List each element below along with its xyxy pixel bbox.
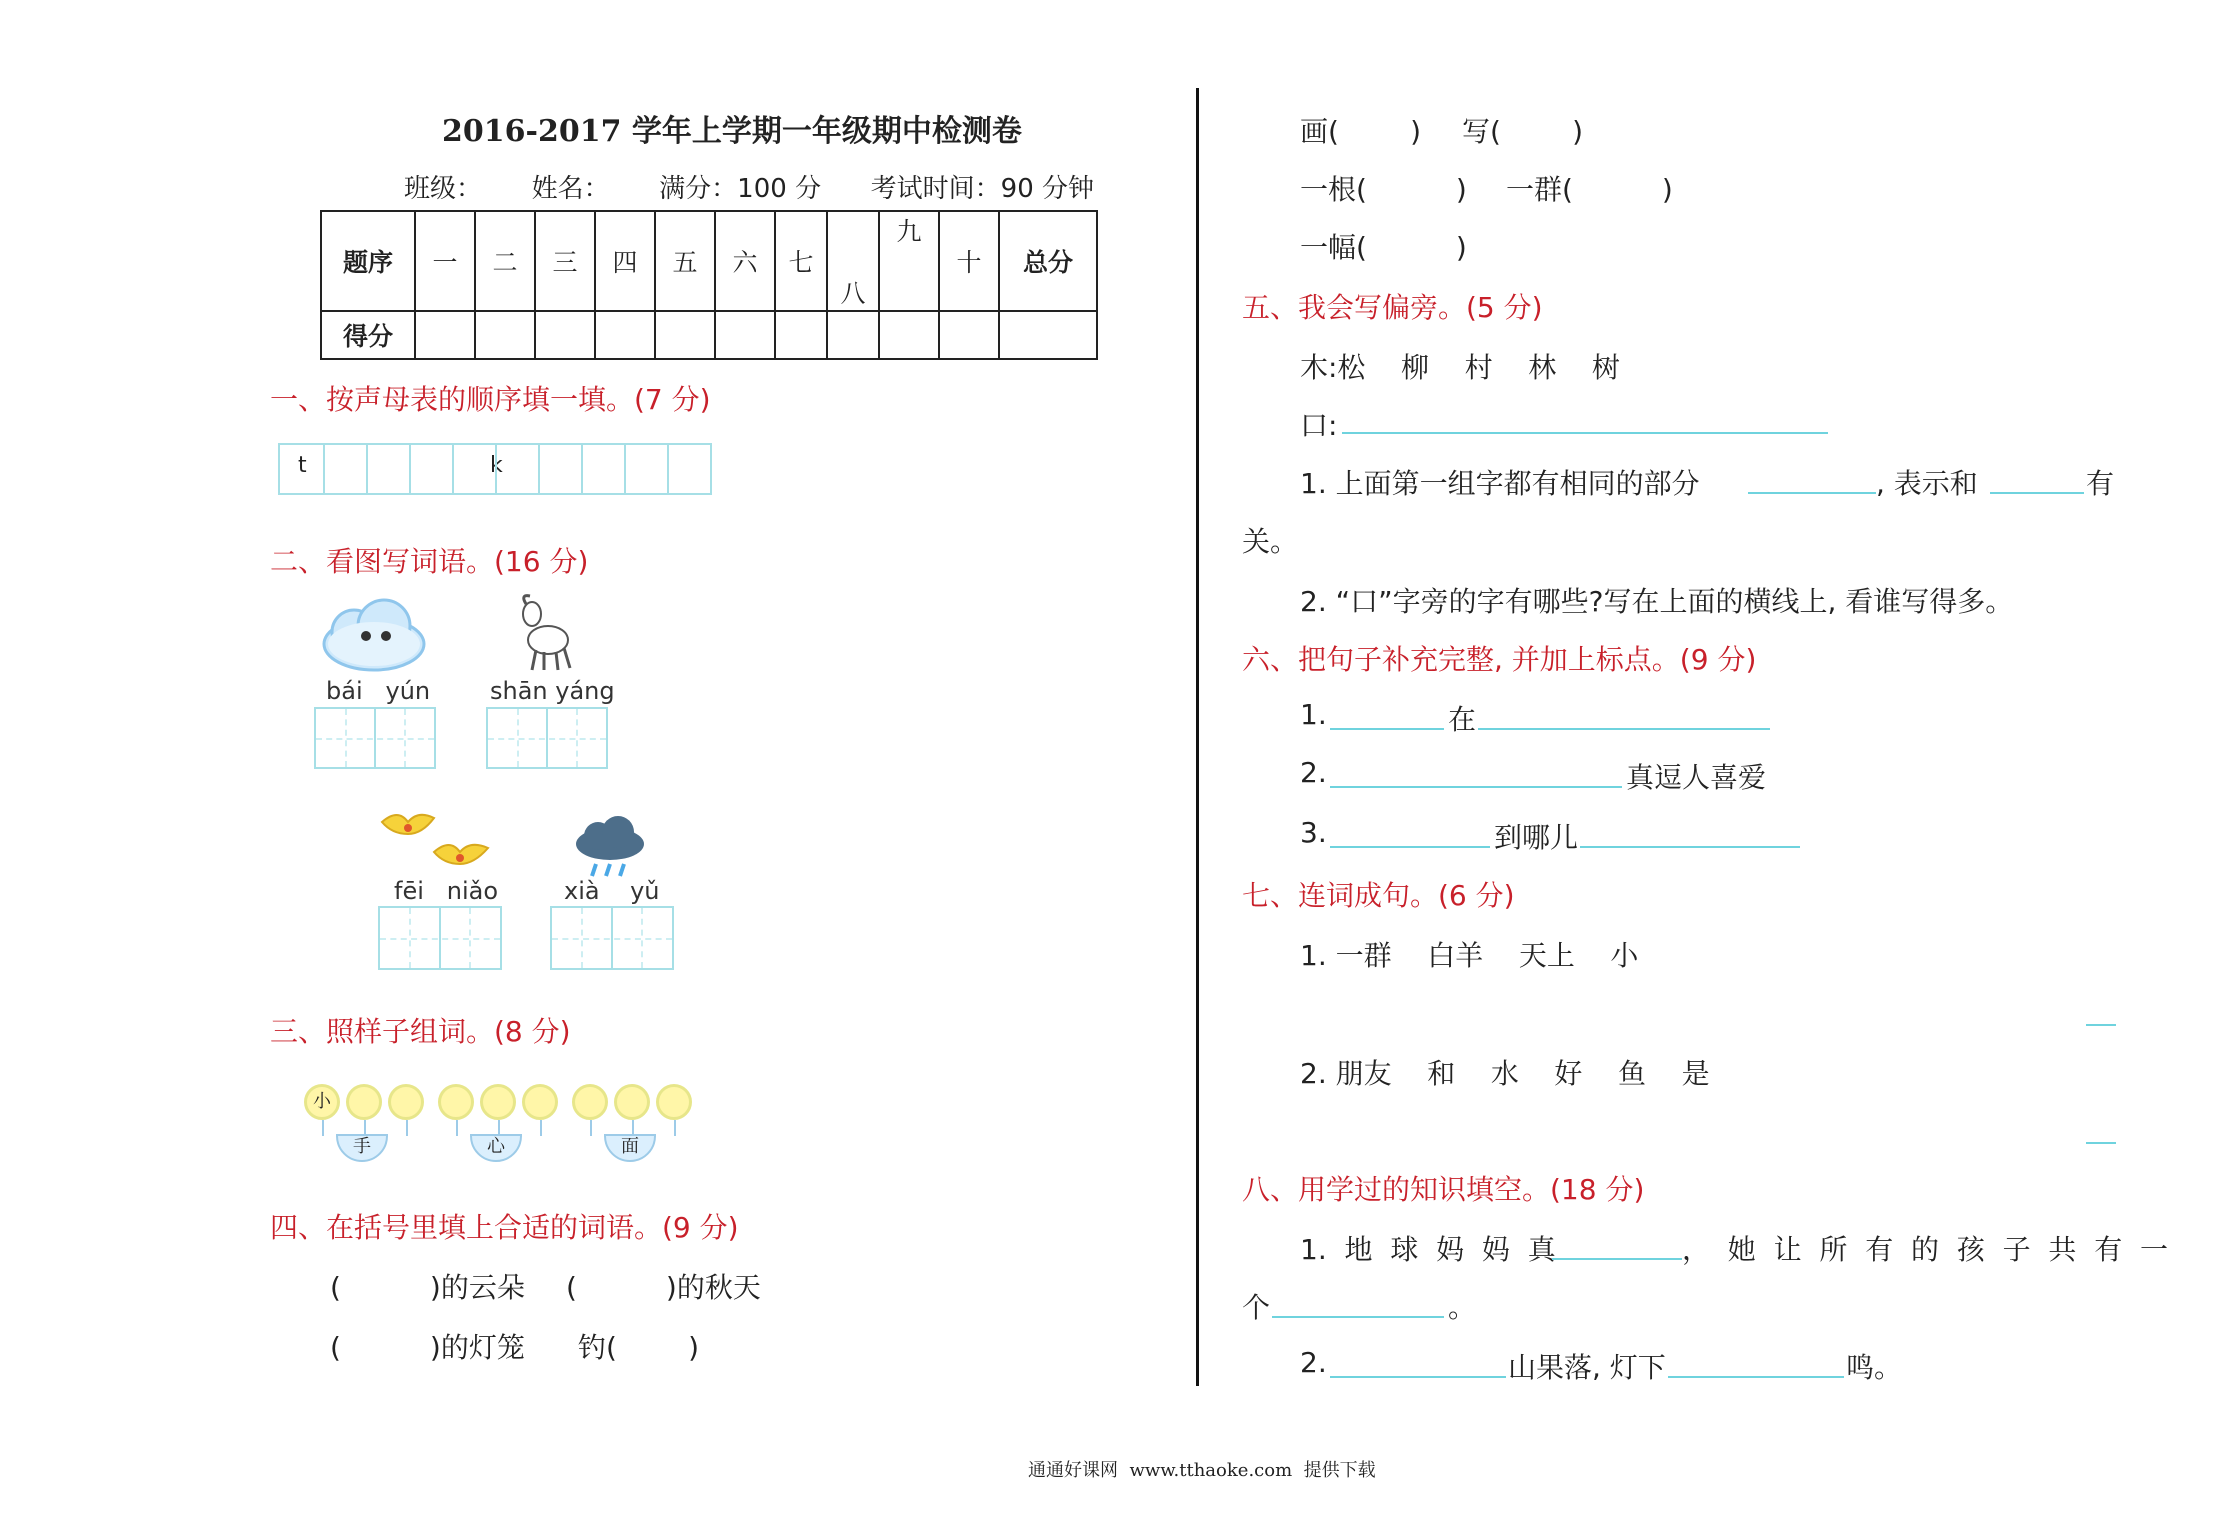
q5-heading: 五、我会写偏旁。(5 分)	[1242, 291, 1543, 324]
q1-letter-grid	[278, 443, 712, 495]
q4-blank[interactable]: ( )的云朵	[330, 1271, 525, 1304]
q8-s1-text: ， 她 让 所 有 的 孩 子 共 有 一	[1682, 1233, 2169, 1266]
q4-blank[interactable]: ( )的秋天	[566, 1271, 761, 1304]
q1-cell-letter: k	[490, 453, 503, 478]
write-grid-rain[interactable]	[550, 906, 674, 970]
page-title: 2016-2017 学年上学期一年级期中检测卷	[442, 114, 1022, 149]
answer-line[interactable]	[1330, 1376, 1506, 1378]
q6-number: 3.	[1300, 816, 1327, 849]
pinyin-cloud: bái yún	[326, 677, 431, 705]
answer-line[interactable]	[2086, 1024, 2116, 1026]
q5-s2-text: 2. “口”字旁的字有哪些?写在上面的横线上, 看谁写得多。	[1300, 585, 2014, 618]
row-label-score: 得分	[321, 311, 415, 359]
goat-picture	[510, 592, 580, 674]
flower-petal-example: 小	[304, 1084, 340, 1120]
flower-petal[interactable]	[572, 1084, 608, 1120]
col-header: 二	[475, 211, 535, 311]
q8-s1-text: 个	[1242, 1291, 1271, 1324]
q4-blank[interactable]: 钓( )	[578, 1331, 700, 1364]
pinyin-rain: xià yǔ	[564, 877, 660, 905]
q7-s2: 2. 朋友 和 水 好 鱼 是	[1300, 1057, 1710, 1090]
col-header-total: 总分	[999, 211, 1097, 311]
score-cell[interactable]	[715, 311, 775, 359]
q6-number: 2.	[1300, 756, 1327, 789]
flower-petal[interactable]	[614, 1084, 650, 1120]
row-label-question: 题序	[321, 211, 415, 311]
write-grid-birds[interactable]	[378, 906, 502, 970]
q5-mu-line: 木:松 柳 村 林 树	[1300, 351, 1620, 384]
q4-heading: 四、在括号里填上合适的词语。(9 分)	[270, 1211, 739, 1244]
flower-petal[interactable]	[346, 1084, 382, 1120]
q5-s1-text: , 表示和	[1876, 467, 1978, 500]
col-header: 九	[879, 211, 939, 311]
q1-cell-letter: t	[298, 453, 307, 478]
q8-heading: 八、用学过的知识填空。(18 分)	[1242, 1173, 1645, 1206]
q7-s1: 1. 一群 白羊 天上 小	[1300, 939, 1639, 972]
answer-line[interactable]	[1748, 492, 1876, 494]
q3-heading: 三、照样子组词。(8 分)	[270, 1015, 571, 1048]
col-header: 三	[535, 211, 595, 311]
q5-s1-text: 关。	[1242, 525, 1299, 558]
pinyin-goat: shān yáng	[490, 677, 615, 705]
column-divider	[1196, 88, 1199, 1386]
flower-petal[interactable]	[438, 1084, 474, 1120]
cloud-picture	[318, 596, 430, 674]
answer-line[interactable]	[1552, 1258, 1682, 1260]
col-header: 七	[775, 211, 827, 311]
flower-base: 手	[336, 1134, 388, 1162]
score-cell[interactable]	[655, 311, 715, 359]
q5-kou-label: 口:	[1300, 409, 1338, 442]
col-header: 五	[655, 211, 715, 311]
score-table	[320, 210, 1098, 360]
flower-petal[interactable]	[656, 1084, 692, 1120]
answer-line[interactable]	[1668, 1376, 1844, 1378]
exam-info: 班级： 姓名： 满分：100 分 考试时间：90 分钟	[404, 174, 1095, 204]
answer-line[interactable]	[1478, 728, 1770, 730]
answer-line[interactable]	[1330, 846, 1490, 848]
answer-line[interactable]	[1990, 492, 2084, 494]
score-cell[interactable]	[475, 311, 535, 359]
col-header: 十	[939, 211, 999, 311]
flower-base: 心	[470, 1134, 522, 1162]
q7-heading: 七、连词成句。(6 分)	[1242, 879, 1515, 912]
word-flower-1	[302, 1084, 428, 1168]
write-grid-cloud[interactable]	[314, 707, 436, 769]
score-cell[interactable]	[535, 311, 595, 359]
answer-line[interactable]	[1330, 728, 1444, 730]
pinyin-birds: fēi niǎo	[394, 877, 499, 905]
q4-blank[interactable]: 一根( )	[1300, 173, 1467, 206]
flower-petal[interactable]	[480, 1084, 516, 1120]
q8-s2-text: 山果落, 灯下	[1508, 1351, 1666, 1384]
col-header: 一	[415, 211, 475, 311]
birds-picture	[378, 808, 498, 886]
footer-credit: 通通好课网 www.tthaoke.com 提供下载	[1028, 1460, 1376, 1481]
flower-base: 面	[604, 1134, 656, 1162]
q1-heading: 一、按声母表的顺序填一填。(7 分)	[270, 383, 711, 416]
word-flower-2	[436, 1084, 562, 1168]
q6-text: 到哪儿	[1494, 821, 1579, 854]
col-header: 四	[595, 211, 655, 311]
col-header: 六	[715, 211, 775, 311]
q4-blank[interactable]: ( )的灯笼	[330, 1331, 525, 1364]
q2-heading: 二、看图写词语。(16 分)	[270, 545, 589, 578]
q5-s1-text: 1. 上面第一组字都有相同的部分	[1300, 467, 1700, 500]
q5-s1-text: 有	[2086, 467, 2115, 500]
score-cell[interactable]	[939, 311, 999, 359]
answer-line[interactable]	[1330, 786, 1622, 788]
q6-number: 1.	[1300, 698, 1327, 731]
flower-petal[interactable]	[522, 1084, 558, 1120]
q4-blank[interactable]: 一幅( )	[1300, 231, 1467, 264]
answer-line[interactable]	[1580, 846, 1800, 848]
q6-heading: 六、把句子补充完整, 并加上标点。(9 分)	[1242, 643, 1757, 676]
answer-line[interactable]	[1272, 1316, 1444, 1318]
word-flower-3	[570, 1084, 696, 1168]
score-cell[interactable]	[999, 311, 1097, 359]
q4-blank[interactable]: 一群( )	[1506, 173, 1673, 206]
rain-cloud-picture	[570, 814, 650, 880]
kou-answer-line[interactable]	[1342, 432, 1828, 434]
col-header: 八	[827, 211, 879, 311]
q6-text: 真逗人喜爱	[1626, 761, 1767, 794]
score-cell[interactable]	[415, 311, 475, 359]
q8-s2-text: 鸣。	[1846, 1351, 1903, 1384]
score-cell[interactable]	[775, 311, 827, 359]
write-grid-goat[interactable]	[486, 707, 608, 769]
score-cell[interactable]	[879, 311, 939, 359]
flower-petal[interactable]	[388, 1084, 424, 1120]
score-cell[interactable]	[595, 311, 655, 359]
q8-s1-text: 。	[1448, 1291, 1477, 1324]
answer-line[interactable]	[2086, 1142, 2116, 1144]
q4-blank[interactable]: 画( )	[1300, 115, 1422, 148]
score-cell[interactable]	[827, 311, 879, 359]
q6-text: 在	[1448, 703, 1477, 736]
q8-s1-text: 1. 地 球 妈 妈 真	[1300, 1233, 1556, 1266]
q4-blank[interactable]: 写( )	[1462, 115, 1584, 148]
q8-s2-text: 2.	[1300, 1346, 1327, 1379]
